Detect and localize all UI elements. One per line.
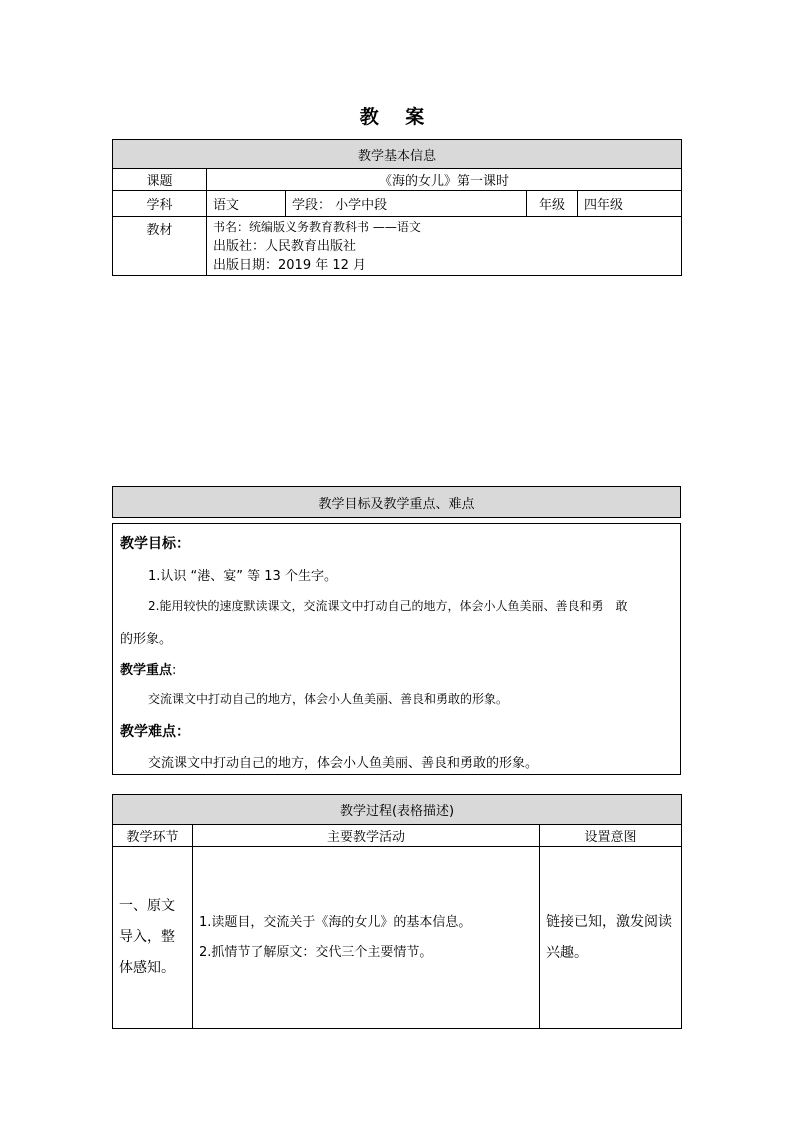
stage-label: 学段： xyxy=(292,198,332,213)
objectives-title: 教学目标： xyxy=(120,536,190,552)
col-activity-header: 主要教学活动 xyxy=(193,825,540,847)
basic-info-header: 教学基本信息 xyxy=(113,140,682,169)
col-stage-header: 教学环节 xyxy=(113,825,193,847)
row1-activity-2: 2.抓情节了解原文：交代三个主要情节。 xyxy=(199,944,433,960)
goals-box xyxy=(112,523,681,775)
process-table xyxy=(112,794,682,1029)
key-point-text: 交流课文中打动自己的地方，体会小人鱼美丽、善良和勇敢的形象。 xyxy=(148,692,509,706)
material-publisher: 出版社：人民教育出版社 xyxy=(213,239,357,254)
topic-value: 《海的女儿》第一课时 xyxy=(207,169,682,191)
subject-label: 学科 xyxy=(113,191,207,217)
material-label: 教材 xyxy=(113,217,207,276)
grade-value: 四年级 xyxy=(578,191,682,217)
key-point-heading xyxy=(120,659,176,678)
grade-label: 年级 xyxy=(527,191,578,217)
topic-label: 课题 xyxy=(113,169,207,191)
goals-header: 教学目标及教学重点、难点 xyxy=(113,487,681,518)
stage-value: 小学中段 xyxy=(335,198,388,213)
objective-1: 1.认识 “港、宴” 等 13 个生字。 xyxy=(148,569,337,584)
material-cell xyxy=(207,217,682,276)
subject-value: 语文 xyxy=(207,191,286,217)
document-title: 教 案 xyxy=(359,106,435,128)
material-book: 书名：统编版义务教育教科书 ——语文 xyxy=(213,220,421,234)
row1-stage: 一、原文导入，整体感知。 xyxy=(113,847,193,1029)
col-intent-header: 设置意图 xyxy=(540,825,682,847)
table-row xyxy=(113,847,682,1029)
process-header: 教学过程(表格描述) xyxy=(113,795,682,825)
difficult-point-text: 交流课文中打动自己的地方，体会小人鱼美丽、善良和勇敢的形象。 xyxy=(148,756,539,771)
stage-cell xyxy=(286,191,527,217)
basic-info-table xyxy=(112,139,682,276)
material-date: 出版日期：2019 年 12 月 xyxy=(213,258,367,273)
row1-intent: 链接已知，激发阅读兴趣。 xyxy=(540,847,682,1029)
objective-2-line2: 的形象。 xyxy=(120,632,173,647)
objective-2-line1: 2.能用较快的速度默读课文，交流课文中打动自己的地方，体会小人鱼美丽、善良和勇 敢 xyxy=(148,599,628,613)
difficult-point-title: 教学难点： xyxy=(120,724,190,740)
goals-header-table xyxy=(112,486,681,518)
row1-activity-1: 1.读题目，交流关于《海的女儿》的基本信息。 xyxy=(199,914,472,930)
key-point-colon: : xyxy=(172,663,177,678)
row1-activity xyxy=(193,847,540,1029)
key-point-title: 教学重点 xyxy=(120,663,173,678)
